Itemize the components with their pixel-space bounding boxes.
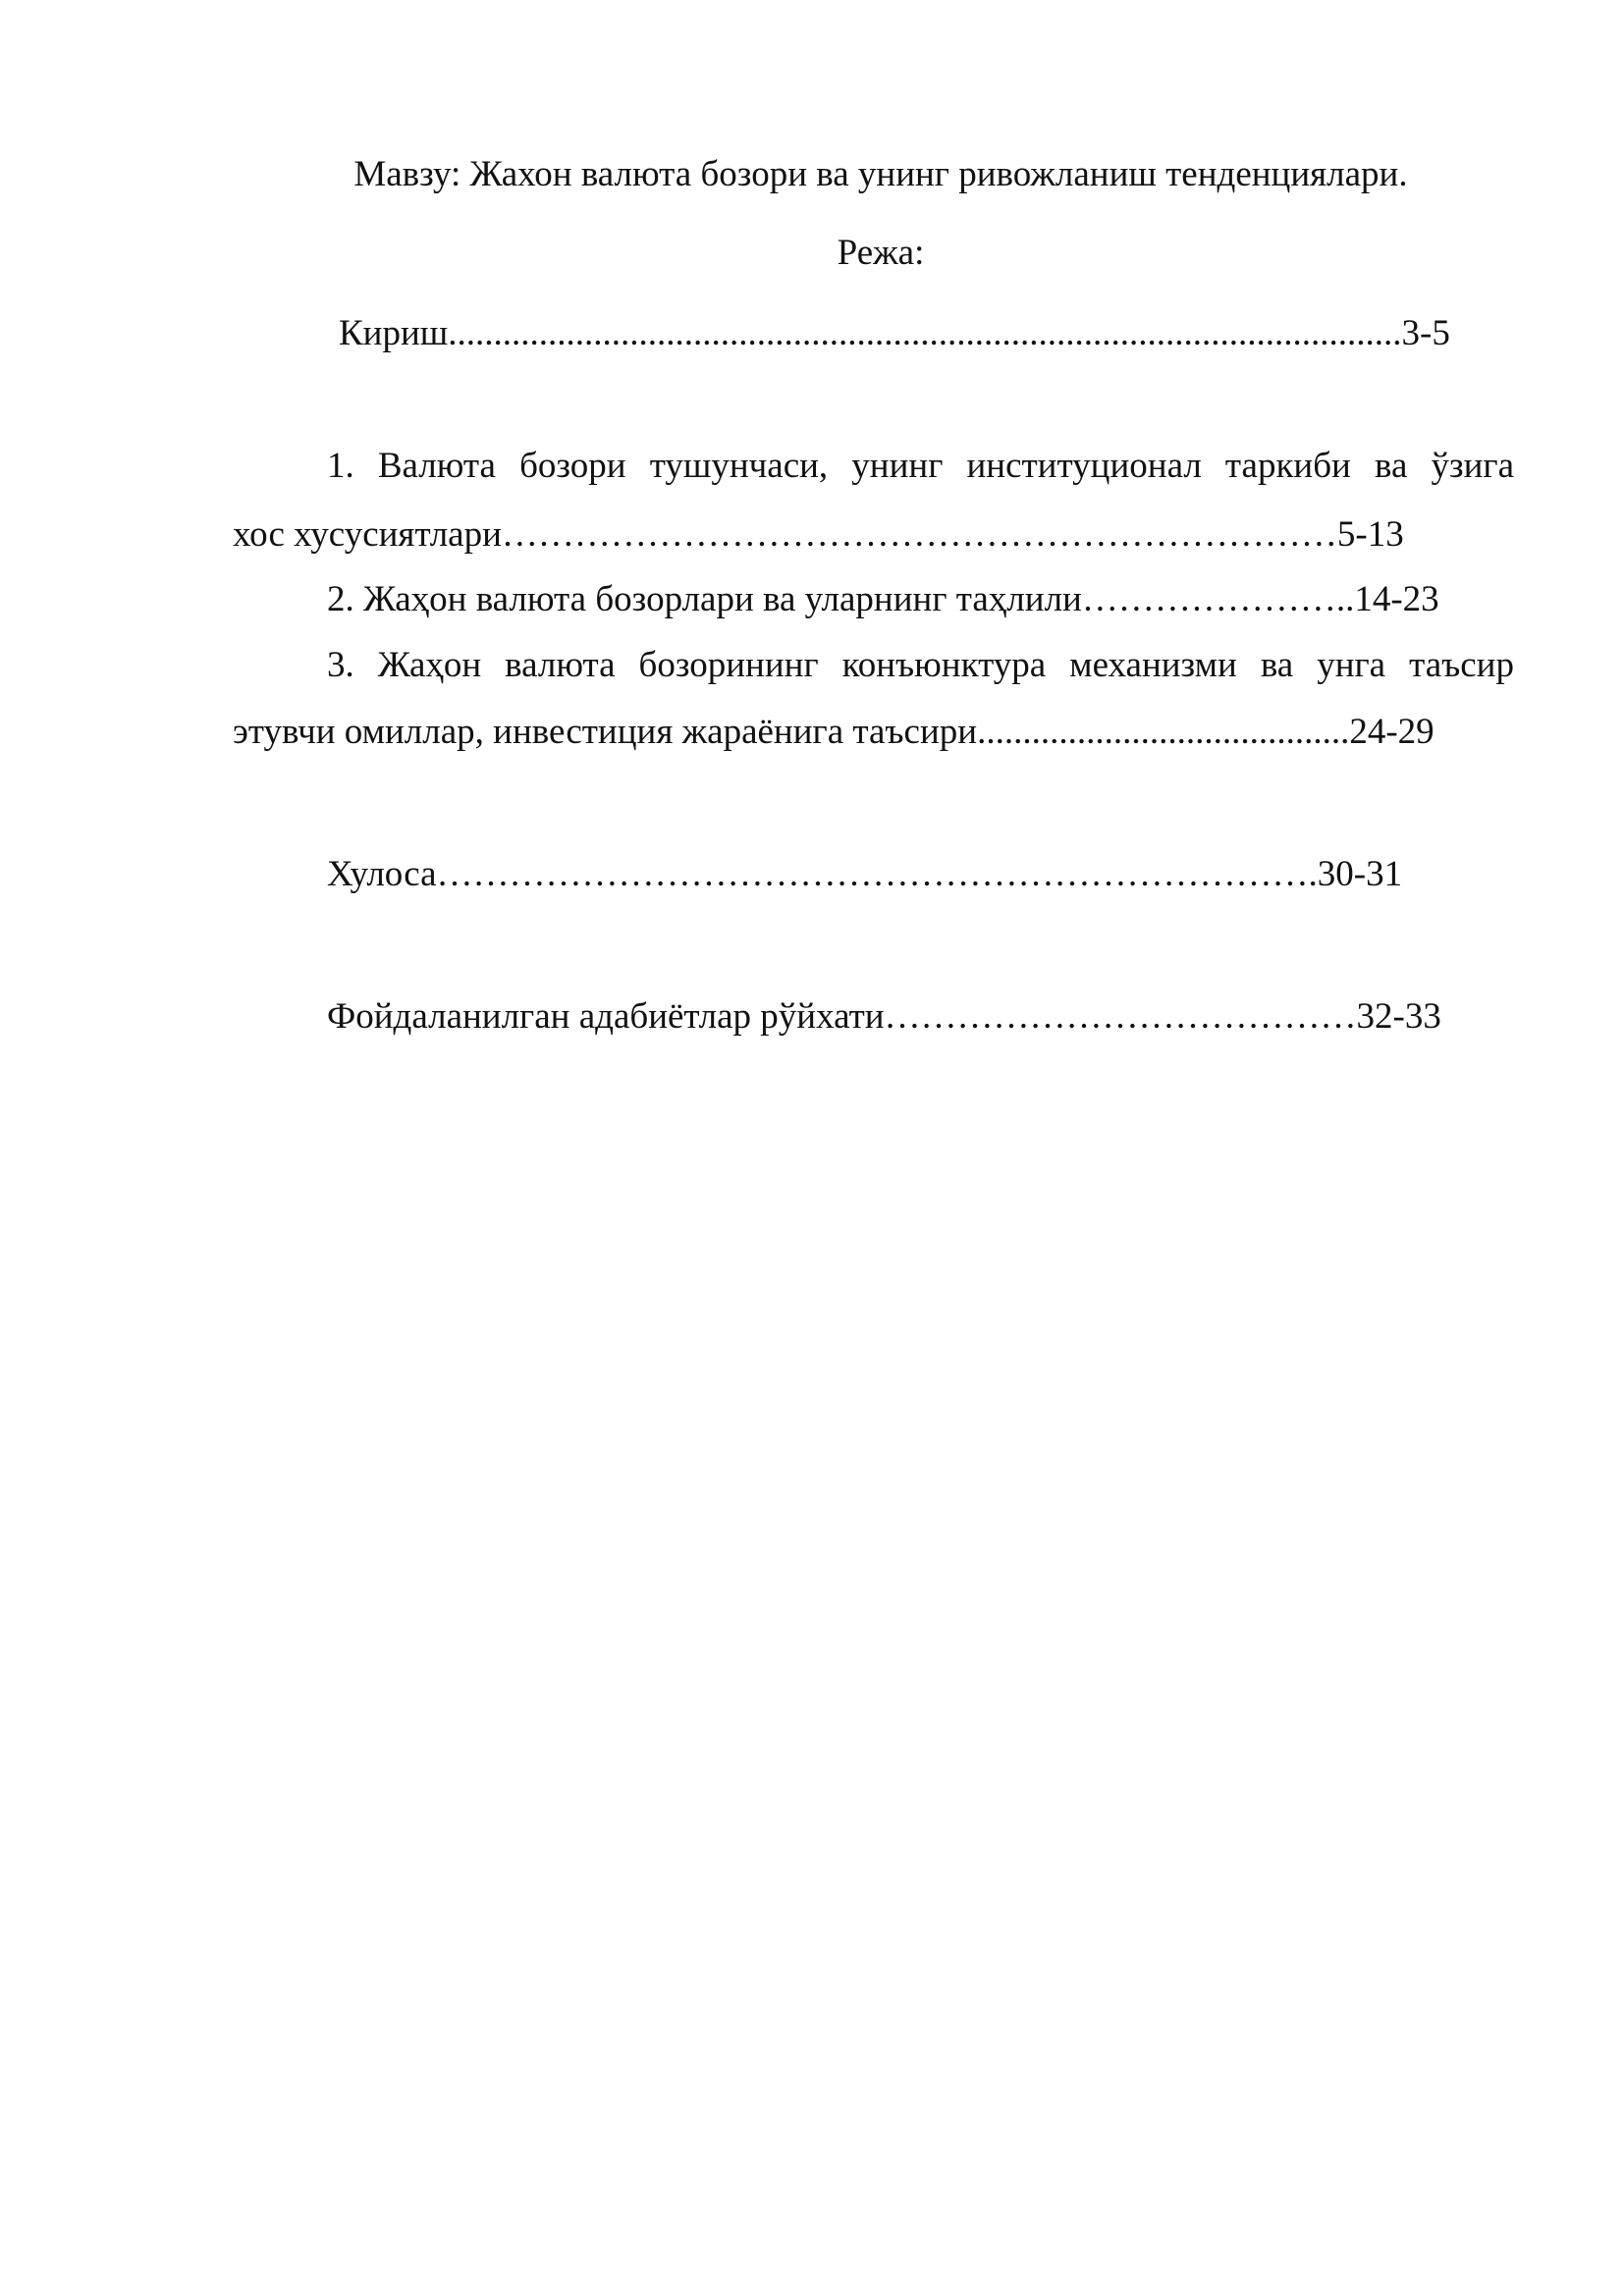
toc-entry-section-3-line-1: 3. Жаҳон валюта бозорининг конъюнктура механизми ва унга таъсир: [327, 645, 1514, 685]
toc-entry-section-2: 2. Жаҳон валюта бозорлари ва уларнинг таҳлили…………………..14-23: [327, 579, 1439, 619]
plan-heading: Режа:: [837, 233, 925, 273]
toc-entry-section-1-line-2: хос хусусиятлари……………………………………………………………5-13: [233, 514, 1404, 555]
toc-entry-references: Фойдаланилган адабиётлар рўйхати…………………………………32-33: [327, 996, 1441, 1037]
toc-entry-section-1-line-1: 1. Валюта бозори тушунчаси, унинг институционал таркиби ва ўзига: [327, 446, 1514, 486]
toc-entry-intro: Кириш.........................................................................................................3-5: [339, 313, 1450, 353]
toc-entry-section-3-line-2: этувчи омиллар, инвестиция жараёнига таъсири.........................................24-29: [233, 712, 1435, 752]
toc-entry-conclusion: Хулоса……………………………………………………………….30-31: [327, 854, 1403, 894]
document-title: Мавзу: Жахон валюта бозори ва унинг ривожланиш тенденциялари.: [353, 154, 1408, 194]
